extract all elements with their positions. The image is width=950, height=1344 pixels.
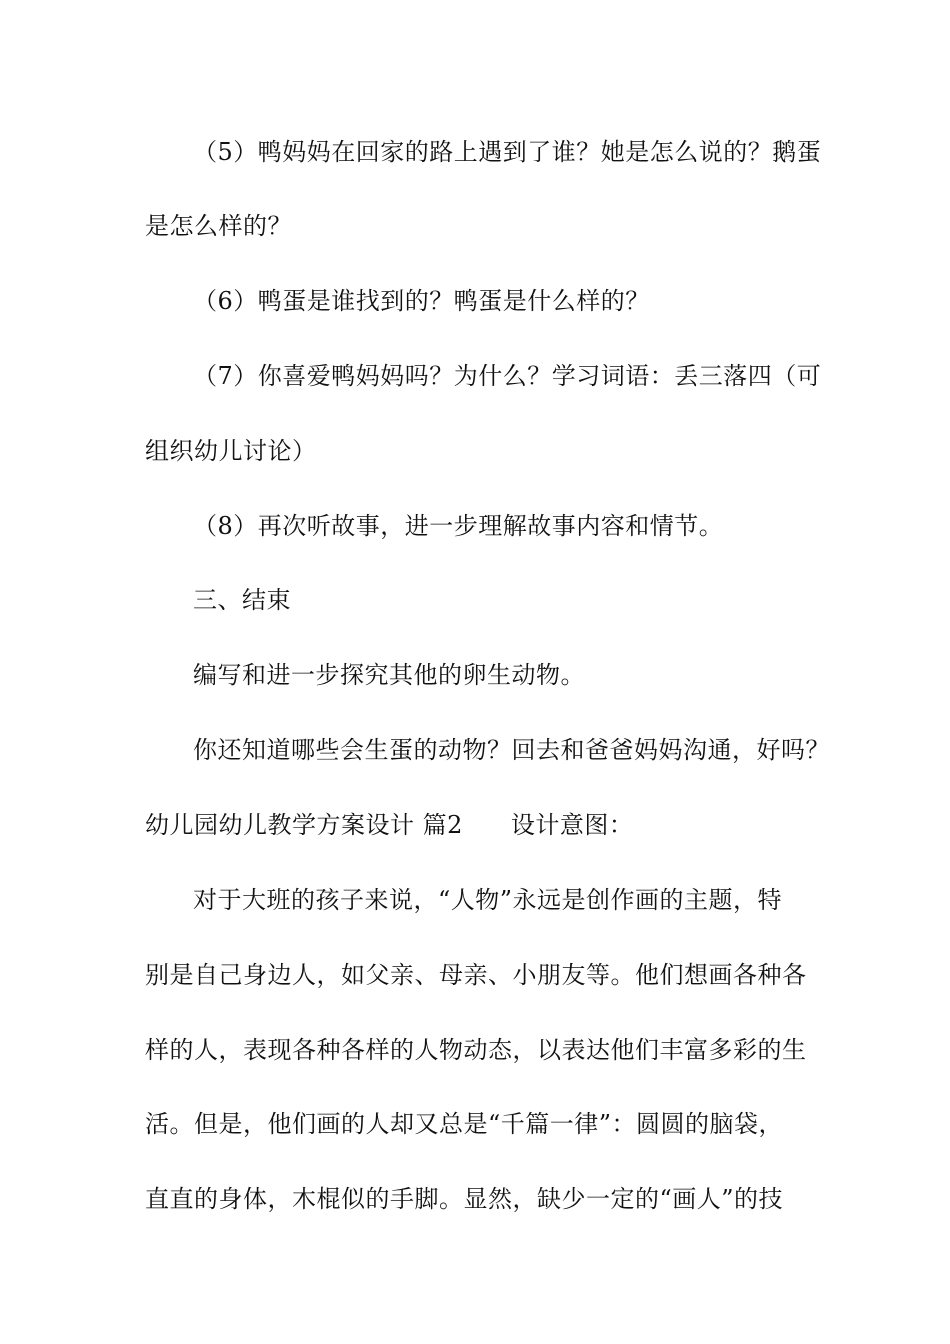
- paragraph-line: 你还知道哪些会生蛋的动物？回去和爸爸妈妈沟通，好吗？: [193, 736, 830, 764]
- paragraph-line: （5）鸭妈妈在回家的路上遇到了谁？她是怎么说的？鹅蛋: [193, 138, 822, 166]
- section-subtitle: 设计意图：: [510, 811, 634, 839]
- paragraph-line: （6）鸭蛋是谁找到的？鸭蛋是什么样的？: [193, 287, 650, 315]
- paragraph-line: 活。但是，他们画的人却又总是“千篇一律”：圆圆的脑袋，: [145, 1110, 784, 1138]
- section-title-row: [145, 809, 810, 841]
- section-heading: 三、结束: [193, 586, 291, 614]
- paragraph-line: 直直的身体，木棍似的手脚。显然，缺少一定的“画人”的技: [145, 1185, 784, 1213]
- paragraph-line: 对于大班的孩子来说，“人物”永远是创作画的主题，特: [193, 886, 783, 914]
- paragraph-line: 别是自己身边人，如父亲、母亲、小朋友等。他们想画各种各: [145, 961, 807, 989]
- section-title: 幼儿园幼儿教学方案设计 篇2: [145, 811, 463, 839]
- paragraph-line: 组织幼儿讨论）: [145, 437, 317, 465]
- paragraph-line: 样的人，表现各种各样的人物动态，以表达他们丰富多彩的生: [145, 1036, 807, 1064]
- paragraph-line: （8）再次听故事，进一步理解故事内容和情节。: [193, 512, 724, 540]
- paragraph-line: 是怎么样的？: [145, 212, 292, 240]
- paragraph-line: 编写和进一步探究其他的卵生动物。: [193, 661, 585, 689]
- paragraph-line: （7）你喜爱鸭妈妈吗？为什么？学习词语：丢三落四（可: [193, 362, 822, 390]
